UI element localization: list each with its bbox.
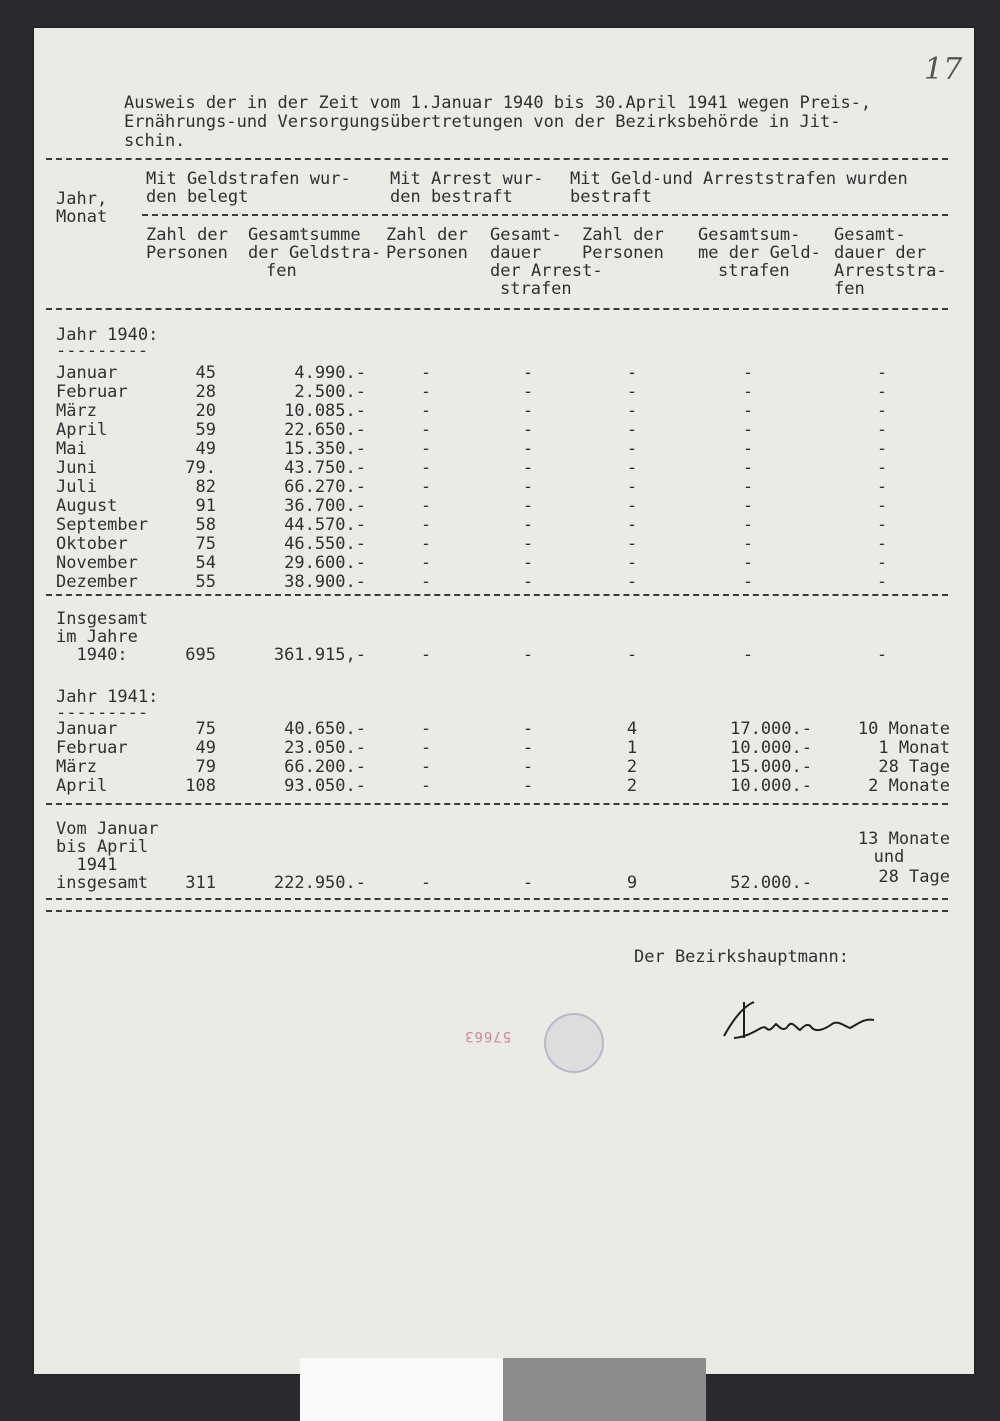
header-summe-1c: fen (266, 261, 297, 281)
total-cell: - (742, 645, 754, 665)
round-stamp-icon (544, 1013, 604, 1073)
total-cell: 361.915,- (273, 645, 366, 665)
total-cell: 9 (626, 873, 638, 893)
value-cell: - (742, 553, 754, 573)
value-cell: 38.900.- (284, 572, 366, 592)
value-cell: - (626, 572, 638, 592)
value-cell: 15.350.- (284, 439, 366, 459)
value-cell: - (522, 719, 534, 739)
header-summe-3c: strafen (718, 261, 790, 281)
value-cell: - (420, 572, 432, 592)
month-cell: Januar (56, 363, 118, 383)
header-dauer-2: Gesamt- (490, 225, 562, 245)
value-cell: - (742, 496, 754, 516)
year-1941-underline: --------- (56, 703, 149, 723)
value-cell: - (742, 401, 754, 421)
value-cell: - (626, 401, 638, 421)
value-cell: - (626, 458, 638, 478)
value-cell: 55 (195, 572, 216, 592)
value-cell: 66.200.- (284, 757, 366, 777)
calibration-grey (503, 1358, 706, 1421)
rule-1940-end (46, 594, 948, 596)
rule-subheader (142, 214, 948, 216)
value-cell: - (626, 553, 638, 573)
value-cell: - (626, 477, 638, 497)
total-1941-dauer-1: 13 Monate (857, 829, 950, 849)
title-line-2: Ernährungs-und Versorgungsübertretungen von der Bezirksbehörde in Jit- (124, 112, 841, 132)
month-cell: Juli (56, 477, 97, 497)
header-group-geld: Mit Geldstrafen wur- (146, 169, 351, 189)
value-cell: - (522, 458, 534, 478)
value-cell: - (522, 363, 534, 383)
total-1940-label-1: Insgesamt (56, 609, 149, 629)
month-cell: September (56, 515, 149, 535)
header-summe-3: Gesamtsum- (698, 225, 801, 245)
value-cell: - (876, 534, 888, 554)
value-cell: - (626, 439, 638, 459)
value-cell: - (420, 534, 432, 554)
stamp-number: 57663 (464, 1028, 512, 1044)
value-cell: - (522, 515, 534, 535)
value-cell: 93.050.- (284, 776, 366, 796)
value-cell: - (522, 553, 534, 573)
value-cell: - (522, 496, 534, 516)
value-cell: - (876, 572, 888, 592)
calibration-white (300, 1358, 503, 1421)
total-cell: - (420, 645, 432, 665)
total-cell: 311 (185, 873, 216, 893)
signature-image (714, 988, 914, 1048)
document-page (34, 28, 974, 1374)
total-cell: 222.950.- (273, 873, 366, 893)
value-cell: 43.750.- (284, 458, 366, 478)
year-1941-label: Jahr 1941: (56, 687, 159, 707)
value-cell: 1 (626, 738, 638, 758)
value-cell: - (420, 515, 432, 535)
value-cell: 54 (195, 553, 216, 573)
month-cell: Mai (56, 439, 87, 459)
value-cell: - (420, 553, 432, 573)
rule-1941-end (46, 803, 948, 805)
total-1941-label-1: Vom Januar (56, 819, 159, 839)
value-cell: - (742, 477, 754, 497)
header-dauer-3: Gesamt- (834, 225, 906, 245)
value-cell: 75 (195, 719, 216, 739)
value-cell: - (742, 420, 754, 440)
value-cell: 79 (195, 757, 216, 777)
month-cell: Februar (56, 738, 128, 758)
value-cell: - (876, 515, 888, 535)
value-cell: - (420, 719, 432, 739)
value-cell: - (522, 534, 534, 554)
value-cell: - (522, 477, 534, 497)
month-cell: Juni (56, 458, 97, 478)
value-cell: 46.550.- (284, 534, 366, 554)
month-cell: Januar (56, 719, 118, 739)
value-cell: 66.270.- (284, 477, 366, 497)
value-cell: - (626, 515, 638, 535)
value-cell: 17.000.- (730, 719, 812, 739)
value-cell: 23.050.- (284, 738, 366, 758)
month-cell: März (56, 401, 97, 421)
value-cell: - (742, 363, 754, 383)
value-cell: 82 (195, 477, 216, 497)
month-cell: Dezember (56, 572, 138, 592)
value-cell: 10.000.- (730, 738, 812, 758)
value-cell: - (626, 496, 638, 516)
value-cell: - (420, 420, 432, 440)
rule-top (46, 158, 948, 160)
value-cell: 1 Monat (878, 738, 950, 758)
header-group-beide: Mit Geld-und Arreststrafen wurden (570, 169, 908, 189)
value-cell: - (876, 496, 888, 516)
value-cell: - (420, 496, 432, 516)
value-cell: - (522, 420, 534, 440)
total-cell: - (522, 873, 534, 893)
total-cell: 695 (185, 645, 216, 665)
value-cell: - (522, 757, 534, 777)
value-cell: - (876, 439, 888, 459)
value-cell: 2 Monate (868, 776, 950, 796)
value-cell: 10.085.- (284, 401, 366, 421)
value-cell: 49 (195, 738, 216, 758)
value-cell: 4.990.- (294, 363, 366, 383)
value-cell: - (742, 458, 754, 478)
value-cell: - (742, 534, 754, 554)
month-cell: April (56, 420, 108, 440)
header-group-arrest: Mit Arrest wur- (390, 169, 544, 189)
value-cell: 75 (195, 534, 216, 554)
value-cell: - (420, 401, 432, 421)
title-line-3: schin. (124, 131, 186, 151)
total-1941-dauer-2: und (873, 847, 905, 867)
total-cell: - (420, 873, 432, 893)
month-cell: März (56, 757, 97, 777)
value-cell: - (876, 401, 888, 421)
rule-bottom-2 (46, 910, 948, 912)
value-cell: - (876, 477, 888, 497)
value-cell: - (420, 363, 432, 383)
header-group-arrest-2: den bestraft (390, 187, 513, 207)
month-cell: August (56, 496, 118, 516)
total-cell: - (522, 645, 534, 665)
value-cell: - (420, 776, 432, 796)
value-cell: 58 (195, 515, 216, 535)
value-cell: - (876, 458, 888, 478)
signature-title: Der Bezirkshauptmann: (634, 947, 849, 967)
header-dauer-2b: dauer (490, 243, 542, 263)
value-cell: - (742, 439, 754, 459)
total-1940-label-3: 1940: (56, 645, 128, 665)
value-cell: 2.500.- (294, 382, 366, 402)
value-cell: 2 (626, 776, 638, 796)
month-cell: November (56, 553, 138, 573)
value-cell: - (420, 458, 432, 478)
header-group-beide-2: bestraft (570, 187, 652, 207)
value-cell: 15.000.- (730, 757, 812, 777)
value-cell: - (626, 534, 638, 554)
header-zahl-1: Zahl der (146, 225, 228, 245)
value-cell: - (420, 757, 432, 777)
total-1941-dauer-3: 28 Tage (878, 867, 950, 887)
value-cell: 22.650.- (284, 420, 366, 440)
total-1941-label-3: 1941 (56, 855, 118, 875)
month-cell: Oktober (56, 534, 128, 554)
total-cell: - (626, 645, 638, 665)
value-cell: - (742, 572, 754, 592)
value-cell: - (522, 382, 534, 402)
value-cell: 4 (626, 719, 638, 739)
value-cell: 10 Monate (857, 719, 950, 739)
value-cell: 20 (195, 401, 216, 421)
value-cell: 40.650.- (284, 719, 366, 739)
header-summe-1: Gesamtsumme (248, 225, 361, 245)
value-cell: 2 (626, 757, 638, 777)
total-cell: 52.000.- (730, 873, 812, 893)
value-cell: - (420, 477, 432, 497)
value-cell: - (742, 382, 754, 402)
value-cell: 45 (195, 363, 216, 383)
rule-bottom-1 (46, 898, 948, 900)
value-cell: 79. (185, 458, 216, 478)
value-cell: - (522, 572, 534, 592)
header-summe-1b: der Geldstra- (248, 243, 382, 263)
value-cell: 36.700.- (284, 496, 366, 516)
header-dauer-2c: der Arrest- (490, 261, 603, 281)
value-cell: - (876, 363, 888, 383)
value-cell: - (626, 382, 638, 402)
value-cell: - (876, 553, 888, 573)
value-cell: 10.000.- (730, 776, 812, 796)
folio-number: 17 (924, 52, 963, 87)
header-dauer-3b: dauer der (834, 243, 927, 263)
value-cell: - (522, 401, 534, 421)
total-cell: - (876, 645, 888, 665)
header-zahl-3: Zahl der (582, 225, 664, 245)
total-1941-label-4: insgesamt (56, 873, 149, 893)
year-1940-label: Jahr 1940: (56, 325, 159, 345)
header-dauer-3c: Arreststra- (834, 261, 947, 281)
total-1940-label-2: im Jahre (56, 627, 138, 647)
title-line-1: Ausweis der in der Zeit vom 1.Januar 1940 bis 30.April 1941 wegen Preis-, (124, 93, 872, 113)
header-monat: Monat (56, 207, 108, 227)
header-summe-3b: me der Geld- (698, 243, 821, 263)
value-cell: - (876, 420, 888, 440)
value-cell: - (522, 439, 534, 459)
header-group-geld-2: den belegt (146, 187, 249, 207)
header-dauer-3d: fen (834, 279, 865, 299)
value-cell: - (742, 515, 754, 535)
value-cell: 49 (195, 439, 216, 459)
value-cell: - (522, 738, 534, 758)
rule-header-end (46, 308, 948, 310)
value-cell: 29.600.- (284, 553, 366, 573)
month-cell: Februar (56, 382, 128, 402)
header-zahl-1b: Personen (146, 243, 228, 263)
value-cell: 28 Tage (878, 757, 950, 777)
month-cell: April (56, 776, 108, 796)
header-zahl-2b: Personen (386, 243, 468, 263)
header-zahl-2: Zahl der (386, 225, 468, 245)
value-cell: 91 (195, 496, 216, 516)
header-jahr: Jahr, (56, 189, 108, 209)
value-cell: 44.570.- (284, 515, 366, 535)
value-cell: - (420, 738, 432, 758)
value-cell: - (876, 382, 888, 402)
value-cell: - (626, 420, 638, 440)
header-dauer-2d: strafen (500, 279, 572, 299)
value-cell: 59 (195, 420, 216, 440)
value-cell: - (522, 776, 534, 796)
value-cell: - (626, 363, 638, 383)
value-cell: 108 (185, 776, 216, 796)
value-cell: - (420, 382, 432, 402)
value-cell: - (420, 439, 432, 459)
header-zahl-3b: Personen (582, 243, 664, 263)
total-1941-label-2: bis April (56, 837, 149, 857)
value-cell: 28 (195, 382, 216, 402)
year-1940-underline: --------- (56, 341, 149, 361)
